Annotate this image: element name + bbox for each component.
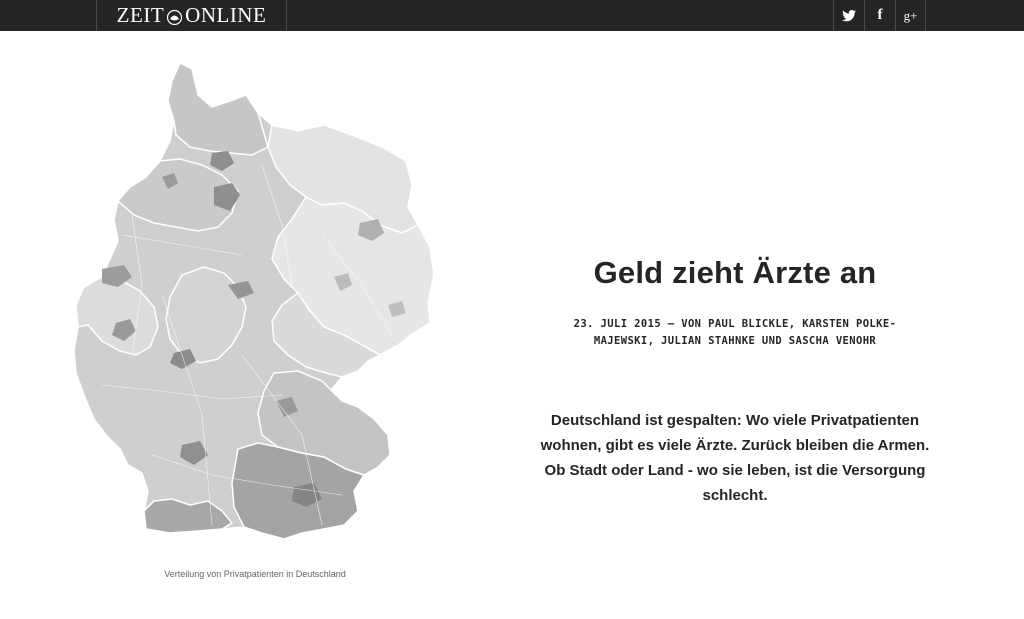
map-region-north (168, 63, 268, 155)
teaser-line-2: wohnen, gibt es viele Ärzte. Zurück bleiben die Armen. (540, 437, 930, 454)
article-teaser (520, 408, 950, 508)
byline-line-1: 23. JULI 2015 — VON PAUL BLICKLE, KARSTEN POLKE- (573, 318, 897, 330)
byline-line-2: MAJEWSKI, JULIAN STAHNKE UND SASCHA VENOHR (593, 335, 877, 347)
germany-map-svg (62, 55, 446, 555)
google-plus-share-button[interactable] (895, 0, 926, 31)
top-navigation-bar (0, 0, 1024, 31)
teaser-line-3: Ob Stadt oder Land - wo sie leben, ist die Versorgung (544, 462, 926, 479)
teaser-line-4: schlecht. (702, 487, 768, 504)
logo-text-zeit: ZEIT (116, 3, 165, 27)
map-caption: Verteilung von Privatpatienten in Deutschland (164, 569, 346, 579)
twitter-icon (842, 10, 856, 22)
germany-choropleth-map (62, 55, 446, 555)
facebook-icon: f (877, 7, 883, 23)
teaser-line-1: Deutschland ist gespalten: Wo viele Privatpatienten (550, 412, 920, 429)
zeit-online-logo[interactable] (96, 0, 287, 31)
logo-text-online: ONLINE (185, 3, 267, 27)
facebook-share-button[interactable] (864, 0, 895, 31)
article-title: Geld zieht Ärzte an (593, 255, 877, 290)
crest-icon (166, 7, 183, 24)
google-plus-icon: g+ (903, 7, 918, 23)
article-byline (555, 316, 915, 350)
twitter-share-button[interactable] (833, 0, 864, 31)
